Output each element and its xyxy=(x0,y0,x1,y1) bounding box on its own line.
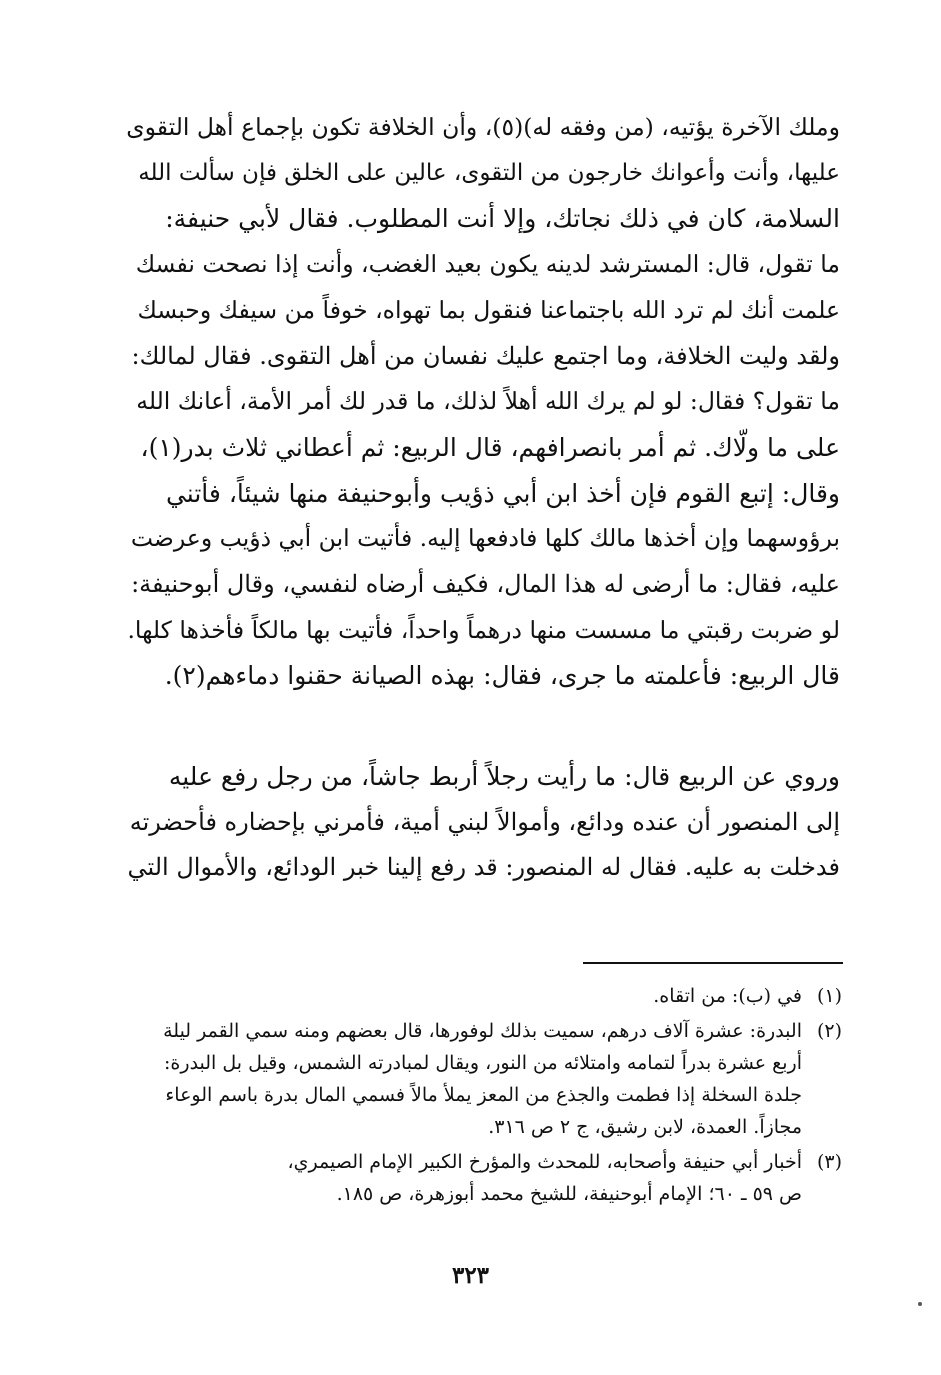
footnotes xyxy=(122,980,842,1213)
footnote-number: (٣) xyxy=(816,1151,842,1173)
text-line: وملك الآخرة يؤتيه، (من وفقه له)(٥)، وأن الخلافة تكون بإجماع أهل التقوى xyxy=(126,113,840,141)
footnote-line: ص ٥٩ ـ ٦٠؛ الإمام أبوحنيفة، للشيخ محمد أبوزهرة، ص ١٨٥. xyxy=(336,1183,802,1205)
footnote-line: أربع عشرة بدراً لتمامه وامتلائه من النور، ويقال لمبادرته الشمس، وقيل بل البدرة: xyxy=(164,1052,802,1074)
text-line: ما تقول، قال: المسترشد لدينه يكون بعيد الغضب، وأنت إذا نصحت نفسك xyxy=(135,250,840,279)
footnote-line: جلدة السخلة إذا فطمت والجذع من المعز يملأ مالاً فسمي المال بدرة باسم الوعاء xyxy=(165,1084,802,1106)
paragraph-2 xyxy=(125,754,840,891)
footnote-2 xyxy=(122,1015,842,1143)
footnote-line: مجازاً. العمدة، لابن رشيق، ج ٢ ص ٣١٦. xyxy=(488,1116,802,1138)
text-line: وروي عن الربيع قال: ما رأيت رجلاً أربط جاشاً، من رجل رفع عليه xyxy=(168,762,840,791)
text-line: على ما ولّاك. ثم أمر بانصرافهم، قال الربيع: ثم أعطاني ثلاث بدر(١)، xyxy=(140,432,840,462)
footnote-3 xyxy=(122,1146,842,1210)
scan-speck xyxy=(918,1302,922,1306)
text-line: ولقد وليت الخلافة، وما اجتمع عليك نفسان من أهل التقوى. فقال لمالك: xyxy=(131,341,840,370)
paragraph-1 xyxy=(125,105,840,699)
footnote-text xyxy=(122,1146,802,1210)
footnote-1 xyxy=(122,980,842,1012)
text-line: إلى المنصور أن عنده ودائع، وأموالاً لبني أمية، فأمرني بإحضاره فأحضرته xyxy=(129,807,840,836)
text-line: وقال: إتبع القوم فإن أخذ ابن أبي ذؤيب وأبوحنيفة منها شيئاً، فأتني xyxy=(165,478,840,508)
footnote-text xyxy=(122,980,802,1012)
text-line: قال الربيع: فأعلمته ما جرى، فقال: بهذه الصيانة حقنوا دماءهم(٢). xyxy=(164,661,840,691)
footnote-line: أخبار أبي حنيفة وأصحابه، للمحدث والمؤرخ الكبير الإمام الصيمري، xyxy=(287,1151,802,1173)
footnote-line: في (ب): من اتقاه. xyxy=(653,985,802,1007)
footnote-number: (٢) xyxy=(816,1020,842,1042)
text-line: السلامة، كان في ذلك نجاتك، وإلا أنت المطلوب. فقال لأبي حنيفة: xyxy=(165,204,840,234)
page-number: ٣٢٣ xyxy=(451,1262,490,1289)
text-line: فدخلت به عليه. فقال له المنصور: قد رفع إلينا خبر الودائع، والأموال التي xyxy=(127,853,840,882)
text-line: لو ضربت رقبتي ما مسست منها درهماً واحداً، فأتيت بها مالكاً فأخذها كلها. xyxy=(127,615,840,644)
footnote-text xyxy=(122,1015,802,1143)
text-line: ما تقول؟ فقال: لو لم يرك الله أهلاً لذلك، ما قدر لك أمر الأمة، أعانك الله xyxy=(136,387,840,416)
footnote-divider xyxy=(583,962,843,964)
text-line: علمت أنك لم ترد الله باجتماعنا فنقول بما تهواه، خوفاً من سيفك وحبسك xyxy=(137,295,840,324)
footnote-line: البدرة: عشرة آلاف درهم، سميت بذلك لوفورها، قال بعضهم ومنه سمي القمر ليلة xyxy=(163,1020,802,1042)
text-line: عليه، فقال: ما أرضى له هذا المال، فكيف أرضاه لنفسي، وقال أبوحنيفة: xyxy=(131,570,840,599)
text-line: عليها، وأنت وأعوانك خارجون من التقوى، عالين على الخلق فإن سألت الله xyxy=(138,159,840,186)
text-line: برؤوسهما وإن أخذها مالك كلها فادفعها إليه. فأتيت ابن أبي ذؤيب وعرضت xyxy=(130,524,840,553)
footnote-number: (١) xyxy=(816,985,842,1007)
